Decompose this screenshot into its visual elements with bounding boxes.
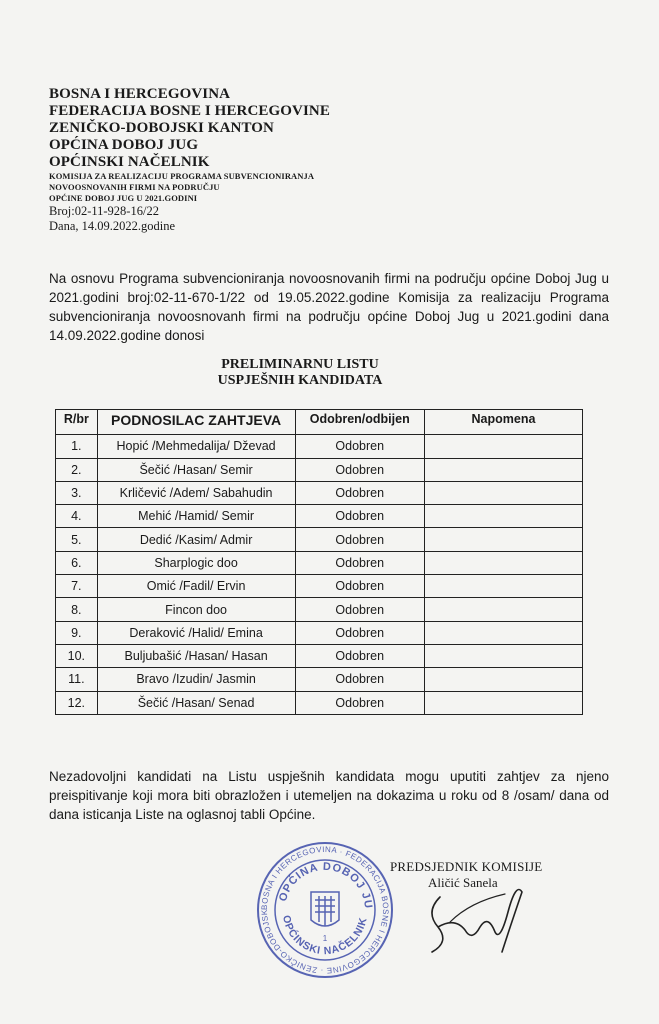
row-note (424, 551, 582, 574)
row-status: Odobren (295, 691, 424, 714)
title-line-1: PRELIMINARNU LISTU (221, 357, 379, 372)
country-line: BOSNA I HERCEGOVINA (49, 86, 231, 102)
row-note (424, 644, 582, 667)
commission-line-3: OPĆINE DOBOJ JUG U 2021.GODINI (49, 193, 198, 203)
table-row (56, 481, 583, 504)
table-body (56, 435, 583, 715)
row-note (424, 458, 582, 481)
row-note (424, 668, 582, 691)
table-row (56, 551, 583, 574)
table-row (56, 435, 583, 458)
row-status: Odobren (295, 644, 424, 667)
document-title (180, 357, 420, 389)
row-status: Odobren (295, 435, 424, 458)
row-applicant: Mehić /Hamid/ Semir (97, 505, 295, 528)
title-line-2: USPJEŠNIH KANDIDATA (217, 373, 383, 388)
table-row (56, 644, 583, 667)
row-number: 5. (56, 528, 98, 551)
row-applicant: Buljubašić /Hasan/ Hasan (97, 644, 295, 667)
table-row (56, 528, 583, 551)
row-applicant: Omić /Fadil/ Ervin (97, 575, 295, 598)
row-applicant: Deraković /Halid/ Emina (97, 621, 295, 644)
seal-inner-top: OPĆINA DOBOJ JU (276, 860, 375, 910)
row-number: 11. (56, 668, 98, 691)
canton-line: ZENIČKO-DOBOJSKI KANTON (49, 120, 274, 136)
row-note (424, 435, 582, 458)
row-status: Odobren (295, 528, 424, 551)
row-applicant: Bravo /Izudin/ Jasmin (97, 668, 295, 691)
applicants-table (55, 409, 583, 715)
federation-line: FEDERACIJA BOSNE I HERCEGOVINE (49, 103, 330, 119)
row-note (424, 505, 582, 528)
row-number: 9. (56, 621, 98, 644)
row-status: Odobren (295, 575, 424, 598)
row-number: 3. (56, 481, 98, 504)
row-status: Odobren (295, 481, 424, 504)
seal-number: 1 (322, 934, 328, 943)
row-applicant: Krličević /Adem/ Sabahudin (97, 481, 295, 504)
row-status: Odobren (295, 621, 424, 644)
header-number: R/br (56, 410, 98, 435)
table-row (56, 691, 583, 714)
row-applicant: Sharplogic doo (97, 551, 295, 574)
row-applicant: Šečić /Hasan/ Senad (97, 691, 295, 714)
row-status: Odobren (295, 598, 424, 621)
commission-line-1: KOMISIJA ZA REALIZACIJU PROGRAMA SUBVENCIONIRANJA (49, 171, 315, 181)
row-number: 8. (56, 598, 98, 621)
document-number: Broj:02-11-928-16/22 (49, 204, 159, 218)
signature-name: Aličić Sanela (428, 875, 498, 890)
row-note (424, 621, 582, 644)
signature-title: PREDSJEDNIK KOMISIJE (390, 859, 543, 874)
seal-inner-bottom: OPĆINSKI NAČELNIK (280, 914, 370, 958)
header-applicant: PODNOSILAC ZAHTJEVA (97, 410, 295, 435)
row-status: Odobren (295, 668, 424, 691)
row-applicant: Hopić /Mehmedalija/ Dževad (97, 435, 295, 458)
row-note (424, 575, 582, 598)
row-applicant: Dedić /Kasim/ Admir (97, 528, 295, 551)
table-row (56, 458, 583, 481)
row-status: Odobren (295, 551, 424, 574)
official-seal (255, 840, 395, 985)
commission-line-2: NOVOOSNOVANIH FIRMI NA PODRUČJU (49, 182, 220, 192)
row-applicant: Fincon doo (97, 598, 295, 621)
document-date: Dana, 14.09.2022.godine (49, 219, 176, 233)
row-number: 4. (56, 505, 98, 528)
row-number: 12. (56, 691, 98, 714)
seal-outer-text: BOSNA I HERCEGOVINA · FEDERACIJA BOSNE I HERCEGOVINE · ZENIČKO-DOBOJSK (259, 844, 391, 976)
intro-paragraph: Na osnovu Programa subvencioniranja novoosnovanih firmi na području općine Doboj Jug u 2021.godini broj:02-11-670-1/22 od 19.05.2022.godine Komisija za realizaciju Programa subvencioniranja novoosnovanh firmi na području općine Doboj Jug u 2021.godini dana 14.09.2022.godine donosi (49, 271, 609, 343)
row-number: 10. (56, 644, 98, 667)
table-row (56, 598, 583, 621)
row-number: 6. (56, 551, 98, 574)
row-note (424, 481, 582, 504)
table-row (56, 668, 583, 691)
row-number: 1. (56, 435, 98, 458)
municipality-line: OPĆINA DOBOJ JUG (49, 137, 199, 153)
footer-paragraph: Nezadovoljni kandidati na Listu uspješnih kandidata mogu uputiti zahtjev za njeno preispitivanje koji mora biti obrazložen i utemeljen na dokazima u roku od 8 /osam/ dana od dana isticanja Liste na oglasnoj tabli Općine. (49, 769, 609, 822)
row-number: 2. (56, 458, 98, 481)
row-number: 7. (56, 575, 98, 598)
header-status: Odobren/odbijen (295, 410, 424, 435)
document-header (49, 86, 469, 234)
seal-icon (255, 840, 395, 980)
table-row (56, 505, 583, 528)
row-note (424, 528, 582, 551)
table-header-row (56, 410, 583, 435)
table-row (56, 575, 583, 598)
header-note: Napomena (424, 410, 582, 435)
row-applicant: Šečić /Hasan/ Semir (97, 458, 295, 481)
row-note (424, 598, 582, 621)
handwritten-signature-icon (410, 872, 540, 962)
row-status: Odobren (295, 458, 424, 481)
row-status: Odobren (295, 505, 424, 528)
row-note (424, 691, 582, 714)
office-line: OPĆINSKI NAČELNIK (49, 154, 210, 170)
table-row (56, 621, 583, 644)
